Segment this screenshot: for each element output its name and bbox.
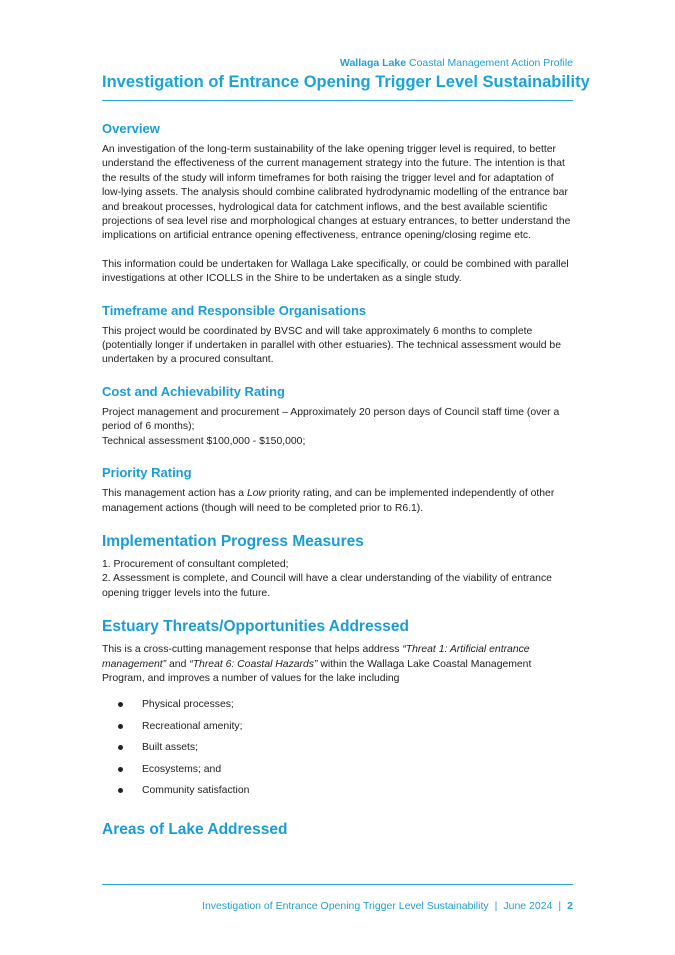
header-profile-label: Coastal Management Action Profile <box>408 57 573 69</box>
list-item-label: Ecosystems; and <box>142 763 222 775</box>
timeframe-heading: Timeframe and Responsible Organisations <box>102 302 367 318</box>
threats-text-2: and <box>166 658 190 670</box>
list-item-label: Physical processes; <box>142 699 234 711</box>
progress-item-1: 1. Procurement of consultant completed; <box>102 558 289 570</box>
header-subtitle <box>102 56 573 70</box>
bullet-icon <box>118 745 123 750</box>
cost-section <box>102 384 574 449</box>
threats-section <box>102 617 574 798</box>
priority-text-before: This management action has a <box>102 488 247 500</box>
bullet-icon <box>118 702 123 707</box>
footer-date: June 2024 <box>503 900 553 912</box>
areas-section <box>102 820 574 840</box>
page-number: 2 <box>567 900 573 912</box>
threats-heading: Estuary Threats/Opportunities Addressed <box>102 618 409 636</box>
timeframe-section <box>102 303 574 368</box>
footer-separator: | <box>494 900 498 912</box>
list-item <box>118 784 574 798</box>
priority-paragraph <box>102 487 574 516</box>
cost-heading: Cost and Achievability Rating <box>102 383 285 399</box>
timeframe-paragraph: This project would be coordinated by BVSC and will take approximately 6 months to complete (potentially longer if undertaken in parallel with other estuaries). The technical assessment would be undertaken by a procured consultant. <box>102 325 561 366</box>
bullet-icon <box>118 767 123 772</box>
cost-line-1: Project management and procurement – Approximately 20 person days of Council staff time (over a period of 6 months); <box>102 406 560 433</box>
cost-line-2: Technical assessment $100,000 - $150,000; <box>102 435 306 447</box>
list-item <box>118 698 574 712</box>
list-item <box>118 741 574 755</box>
priority-rating-value: Low <box>246 488 267 500</box>
overview-section <box>102 121 574 287</box>
list-item <box>118 763 574 777</box>
page-content <box>102 121 574 846</box>
priority-section <box>102 465 574 516</box>
threats-text-3: within the Wallaga Lake Coastal Management Program, and improves a number of values for the lake including <box>102 658 532 684</box>
values-list <box>118 698 574 798</box>
threats-text-1: This is a cross-cutting management response that helps address <box>102 644 403 656</box>
threat-6-reference: “Threat 6: Coastal Hazards” <box>189 658 318 670</box>
header-divider <box>102 100 573 101</box>
list-item <box>118 720 574 734</box>
priority-heading: Priority Rating <box>102 465 192 481</box>
areas-heading: Areas of Lake Addressed <box>102 820 288 838</box>
header-lake-name: Wallaga Lake <box>339 57 407 69</box>
threats-paragraph <box>102 643 574 686</box>
progress-heading: Implementation Progress Measures <box>102 532 364 550</box>
page-header <box>102 56 590 93</box>
list-item-label: Community satisfaction <box>142 785 250 797</box>
bullet-icon <box>118 724 123 729</box>
footer-title: Investigation of Entrance Opening Trigger Level Sustainability <box>202 900 489 912</box>
overview-heading: Overview <box>102 121 160 136</box>
bullet-icon <box>118 788 123 793</box>
overview-paragraph-2: This information could be undertaken for Wallaga Lake specifically, or could be combined with parallel investigations at other ICOLLS in the Shire to be undertaken as a single study. <box>102 258 569 285</box>
threat-1-reference: “Threat 1: Artificial entrance management” <box>102 644 530 670</box>
page-footer <box>202 900 573 912</box>
progress-item-2: 2. Assessment is complete, and Council will have a clear understanding of the viability of entrance opening trigger levels into the future. <box>102 573 552 599</box>
list-item-label: Recreational amenity; <box>142 720 243 732</box>
list-item-label: Built assets; <box>142 742 199 754</box>
footer-divider <box>102 884 573 885</box>
overview-paragraph-1: An investigation of the long-term sustainability of the lake opening trigger level is required, to better understand the effectiveness of the current management strategy into the future. The intention is that the results of the study will inform timeframes for both raising the trigger level and for adaptation of low-lying assets. The analysis should combine calibrated hydrodynamic modelling of the entrance bar and breakout processes, hydrological data for catchment inflows, and the best available scientific projections of sea level rise and morphological changes at estuary entrances, to better understand the implications on artificial entrance opening effectiveness, entrance opening/closing regime etc. <box>102 144 571 242</box>
progress-section <box>102 532 574 601</box>
page-title: Investigation of Entrance Opening Trigger Level Sustainability <box>102 73 590 91</box>
priority-text-after: priority rating, and can be implemented independently of other management actions (though will need to be completed prior to R6.1). <box>102 488 555 514</box>
footer-separator: | <box>558 900 562 912</box>
